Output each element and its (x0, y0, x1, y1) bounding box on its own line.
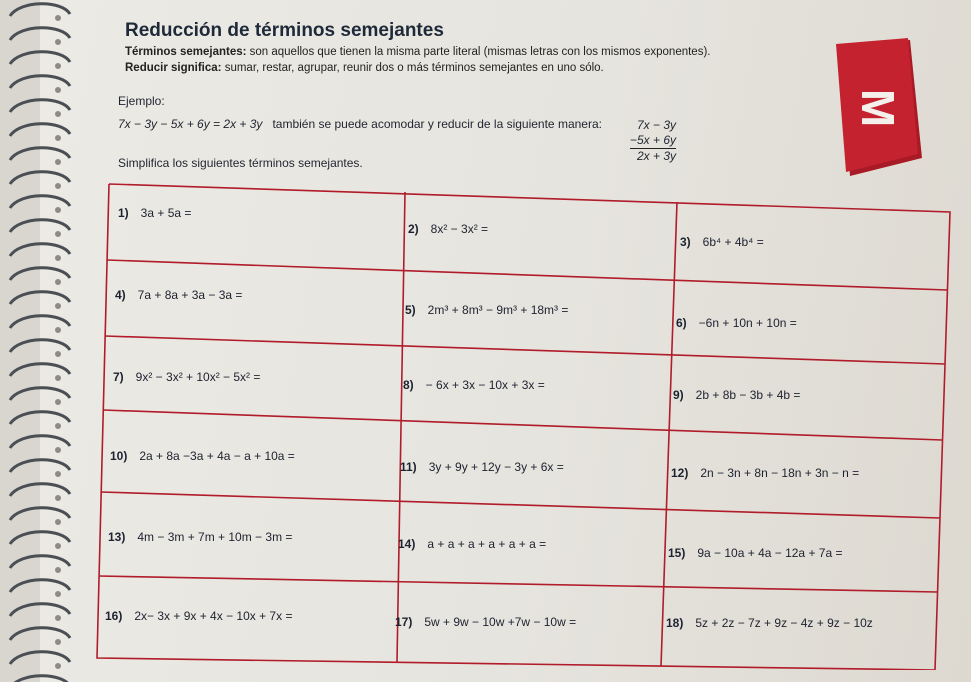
punch-hole (55, 183, 61, 189)
definition-terms (125, 46, 710, 58)
exercise-expression: 3y + 9y + 12y − 3y + 6x = (428, 460, 564, 474)
punch-hole (55, 303, 61, 309)
exercise-14 (398, 537, 546, 551)
exercise-expression: 2m³ + 8m³ − 9m³ + 18m³ = (427, 303, 569, 317)
punch-hole (55, 351, 61, 357)
punch-hole (55, 207, 61, 213)
spiral-ring (10, 148, 70, 160)
exercise-15 (668, 546, 842, 560)
spiral-ring (10, 388, 70, 400)
exercise-expression: 2x− 3x + 9x + 4x − 10x + 7x = (134, 609, 293, 623)
spiral-ring (10, 532, 70, 544)
spiral-ring (10, 484, 70, 496)
instruction: Simplifica los siguientes términos semejantes. (118, 156, 363, 170)
example-text: también se puede acomodar y reducir de la siguiente manera: (272, 117, 602, 131)
fraction-result: 2x + 3y (630, 148, 676, 164)
exercise-expression: 2b + 8b − 3b + 4b = (695, 388, 801, 402)
exercise-expression: 9x² − 3x² + 10x² − 5x² = (135, 370, 261, 384)
punch-hole (55, 663, 61, 669)
spiral-ring (10, 292, 70, 304)
exercise-12 (671, 466, 859, 480)
exercise-number: 4) (115, 288, 126, 302)
spiral-ring (10, 124, 70, 136)
spiral-ring (10, 652, 70, 664)
punch-hole (55, 399, 61, 405)
punch-hole (55, 231, 61, 237)
spiral-ring (10, 628, 70, 640)
punch-hole (55, 375, 61, 381)
exercise-expression: 2a + 8a −3a + 4a − a + 10a = (139, 449, 295, 463)
punch-hole (55, 63, 61, 69)
exercise-1 (118, 206, 191, 220)
exercise-13 (108, 530, 292, 544)
exercise-expression: 3a + 5a = (140, 206, 192, 220)
exercise-10 (110, 449, 295, 463)
punch-hole (55, 159, 61, 165)
exercise-expression: 9a − 10a + 4a − 12a + 7a = (697, 546, 843, 560)
page-title: Reducción de términos semejantes (125, 20, 444, 41)
punch-hole (55, 39, 61, 45)
exercise-expression: −6n + 10n + 10n = (698, 316, 797, 330)
exercise-8 (403, 378, 545, 392)
punch-hole (55, 639, 61, 645)
exercise-expression: 7a + 8a + 3a − 3a = (137, 288, 243, 302)
fraction-top: 7x − 3y (637, 118, 677, 132)
exercise-number: 14) (398, 537, 416, 551)
exercise-number: 16) (105, 609, 123, 623)
exercise-5 (405, 303, 568, 317)
punch-hole (55, 567, 61, 573)
exercise-number: 10) (110, 449, 128, 463)
punch-hole (55, 471, 61, 477)
exercise-16 (105, 609, 292, 623)
exercise-number: 11) (400, 460, 417, 474)
exercise-expression: 4m − 3m + 7m + 10m − 3m = (137, 530, 293, 544)
exercise-number: 12) (671, 466, 689, 480)
punch-hole (55, 519, 61, 525)
exercise-number: 6) (676, 316, 687, 330)
exercise-number: 1) (118, 206, 129, 220)
punch-hole (55, 447, 61, 453)
punch-hole (55, 15, 61, 21)
exercise-expression: 6b⁴ + 4b⁴ = (702, 235, 764, 249)
exercise-18 (666, 616, 873, 630)
spiral-ring (10, 28, 70, 40)
punch-hole (55, 87, 61, 93)
spiral-ring (10, 604, 70, 616)
exercise-6 (676, 316, 797, 330)
exercise-expression: 5z + 2z − 7z + 9z − 4z + 9z − 10z (695, 616, 873, 630)
spiral-ring (10, 220, 70, 232)
spiral-ring (10, 52, 70, 64)
spiral-ring (10, 412, 70, 424)
definition-terms-text: son aquellos que tienen la misma parte literal (mismas letras con los mismos exponentes). (246, 46, 711, 58)
exercise-expression: 5w + 9w − 10w +7w − 10w = (424, 615, 577, 629)
exercise-7 (113, 370, 260, 384)
spiral-ring (10, 556, 70, 568)
exercise-expression: 8x² − 3x² = (430, 222, 489, 236)
exercise-expression: a + a + a + a + a + a = (427, 537, 547, 551)
punch-hole (55, 495, 61, 501)
spiral-binding (0, 0, 80, 682)
spiral-ring (10, 4, 70, 16)
spiral-ring (10, 100, 70, 112)
spiral-ring (10, 76, 70, 88)
spiral-ring (10, 460, 70, 472)
definition-terms-label: Términos semejantes: (125, 46, 247, 58)
punch-hole (55, 591, 61, 597)
exercise-grid (95, 178, 953, 670)
punch-hole (55, 279, 61, 285)
exercise-number: 13) (108, 530, 126, 544)
fraction-middle: −5x + 6y (630, 133, 677, 147)
exercise-expression: 2n − 3n + 8n − 18n + 3n − n = (700, 466, 860, 480)
exercise-expression: − 6x + 3x − 10x + 3x = (425, 378, 545, 392)
spiral-ring (10, 580, 70, 592)
exercise-number: 8) (403, 378, 414, 392)
exercise-9 (673, 388, 800, 402)
exercise-number: 2) (408, 222, 419, 236)
exercise-number: 18) (666, 616, 684, 630)
example-label: Ejemplo: (118, 94, 165, 108)
exercise-2 (408, 222, 488, 236)
spiral-ring (10, 676, 70, 682)
exercise-number: 7) (113, 370, 124, 384)
spiral-ring (10, 340, 70, 352)
punch-hole (55, 135, 61, 141)
exercise-number: 3) (680, 235, 691, 249)
exercise-number: 9) (673, 388, 684, 402)
exercise-number: 15) (668, 546, 686, 560)
spiral-ring (10, 316, 70, 328)
punch-hole (55, 615, 61, 621)
spiral-ring (10, 436, 70, 448)
example-equation: 7x − 3y − 5x + 6y = 2x + 3y (118, 117, 263, 131)
example-line (118, 117, 602, 131)
badge-letter: M (852, 88, 904, 128)
punch-hole (55, 111, 61, 117)
example-fraction (630, 118, 676, 164)
definition-reduce-text: sumar, restar, agrupar, reunir dos o más términos semejantes en uno sólo. (221, 62, 604, 74)
exercise-number: 5) (405, 303, 416, 317)
spiral-ring (10, 244, 70, 256)
spiral-ring (10, 196, 70, 208)
spiral-ring (10, 508, 70, 520)
exercise-3 (680, 235, 764, 249)
punch-hole (55, 327, 61, 333)
definition-reduce-label: Reducir significa: (125, 62, 222, 74)
punch-hole (55, 543, 61, 549)
punch-hole (55, 255, 61, 261)
exercise-11 (400, 460, 564, 474)
definition-reduce (125, 62, 604, 74)
spiral-ring (10, 268, 70, 280)
punch-hole (55, 423, 61, 429)
letter-badge (830, 38, 925, 178)
exercise-17 (395, 615, 576, 629)
spiral-ring (10, 364, 70, 376)
exercise-number: 17) (395, 615, 413, 629)
spiral-ring (10, 172, 70, 184)
exercise-4 (115, 288, 242, 302)
